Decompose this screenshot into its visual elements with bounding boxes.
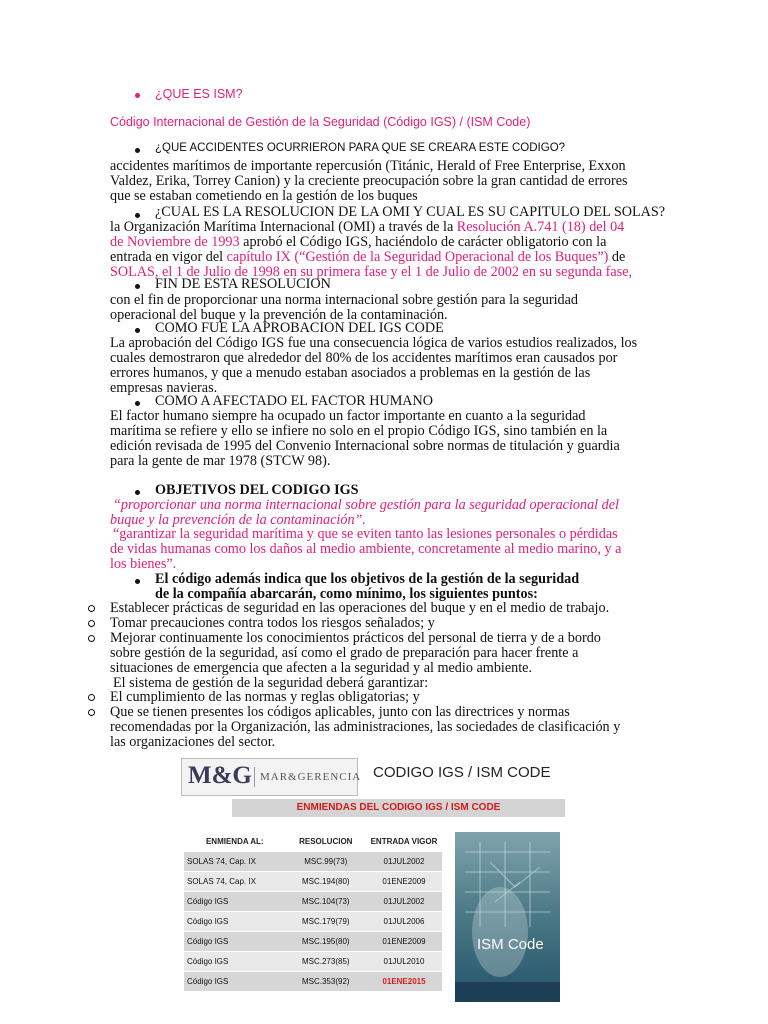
hollow-bullet-icon [88, 635, 95, 642]
cell-enmienda: Código IGS [184, 932, 286, 952]
table-row [184, 952, 442, 972]
question-factor-humano: COMO A AFECTADO EL FACTOR HUMANO [155, 393, 434, 409]
paragraph-line: empresas navieras. [110, 380, 218, 396]
cell-vigor: 01JUL2002 [366, 852, 442, 872]
list-item: El cumplimiento de las normas y reglas obligatorias; y [110, 689, 420, 705]
bullet-icon [135, 490, 140, 495]
table-row [184, 892, 442, 912]
list-item: Mejorar continuamente los conocimientos prácticos del personal de tierra y de a bordo [110, 630, 601, 646]
column-header: ENMIENDA AL: [184, 832, 286, 852]
enmiendas-banner [232, 799, 565, 817]
fecha-highlight: de Noviembre de 1993 [110, 234, 240, 250]
hollow-bullet-icon [88, 605, 95, 612]
column-header: RESOLUCION [286, 832, 366, 852]
column-header: ENTRADA VIGOR [366, 832, 442, 852]
cell-enmienda: Código IGS [184, 952, 286, 972]
table-row [184, 912, 442, 932]
text-span: aprobó el Código IGS, haciéndolo de carácter obligatorio con la [243, 234, 607, 250]
paragraph-line: cuales demostraron que alrededor del 80% de los accidentes marítimos eran causados por [110, 350, 618, 366]
cell-resolucion: MSC.195(80) [286, 932, 366, 952]
cell-enmienda: SOLAS 74, Cap. IX [184, 852, 286, 872]
table-row [184, 932, 442, 952]
paragraph-line: para la gente de mar 1978 (STCW 98). [110, 453, 331, 469]
bullet-icon [135, 284, 140, 289]
bullet-icon [135, 213, 140, 218]
bullet-icon [135, 148, 140, 153]
list-item: Establecer prácticas de seguridad en las operaciones del buque y en el medio de trabajo. [110, 600, 610, 616]
cell-vigor: 01JUL2002 [366, 892, 442, 912]
objetivo-quote-line: “garantizar la seguridad marítima y que se eviten tanto las lesiones personales o pérdidas [113, 526, 618, 542]
hollow-bullet-icon [88, 709, 95, 716]
list-item: Tomar precauciones contra todos los riesgos señalados; y [110, 615, 435, 631]
objetivos-intro-line: El código además indica que los objetivos de la gestión de la seguridad [155, 571, 580, 587]
sistema-gestion-line: El sistema de gestión de la seguridad deberá garantizar: [113, 675, 429, 691]
bullet-icon [135, 579, 140, 584]
bullet-icon [135, 93, 140, 98]
paragraph-line: marítima se refiere y ello se infiere no solo en el propio Código IGS, sino también en la [110, 423, 608, 439]
objetivo-quote-line: de vidas humanas como los daños al medio ambiente, concretamente al medio marino, y a [110, 541, 622, 557]
banner-title: ENMIENDAS DEL CODIGO IGS / ISM CODE [296, 802, 501, 813]
cell-vigor: 01JUL2006 [366, 912, 442, 932]
list-item-cont: las organizaciones del sector. [110, 734, 276, 750]
paragraph-line: Valdez, Erika, Torrey Canion) y la creciente preocupación sobre la gran cantidad de errores [110, 173, 628, 189]
cell-resolucion: MSC.99(73) [286, 852, 366, 872]
cell-enmienda: Código IGS [184, 892, 286, 912]
objetivo-quote-line: “proporcionar una norma internacional sobre gestión para la seguridad operacional del [113, 497, 620, 513]
paragraph-line: operacional del buque y la prevención de la contaminación. [110, 307, 448, 323]
bullet-icon [135, 401, 140, 406]
figure-header: CODIGO IGS / ISM CODE [373, 764, 551, 781]
table-row [184, 872, 442, 892]
mg-logo [181, 758, 362, 796]
enmiendas-table [184, 832, 442, 992]
question-accidentes: ¿QUE ACCIDENTES OCURRIERON PARA QUE SE CREARA ESTE CODIGO? [155, 142, 566, 154]
cell-vigor: 01ENE2009 [366, 932, 442, 952]
ism-definition: Código Internacional de Gestión de la Seguridad (Código IGS) / (ISM Code) [110, 115, 531, 129]
bullet-icon [135, 328, 140, 333]
solas-dates-highlight: SOLAS, el 1 de Julio de 1998 en su primera fase y el 1 de Julio de 2002 en su segunda fase, [110, 264, 633, 280]
cell-enmienda: Código IGS [184, 912, 286, 932]
ism-code-cover-image [455, 832, 560, 1002]
table-row [184, 972, 442, 992]
hollow-bullet-icon [88, 694, 95, 701]
objetivo-quote-line: los bienes”. [110, 556, 177, 572]
text-span: la Organización Marítima Internacional (OMI) a través de la [110, 219, 454, 235]
paragraph-line: errores humanos, y que a menudo estaban asociados a problemas en la gestión de las [110, 365, 591, 381]
paragraph-line: que se estaban cometiendo en la gestión de los buques [110, 188, 418, 204]
paragraph-line: accidentes marítimos de importante repercusión (Titánic, Herald of Free Enterprise, Exxon [110, 158, 626, 174]
cell-resolucion: MSC.194(80) [286, 872, 366, 892]
question-aprobacion: COMO FUE LA APROBACION DEL IGS CODE [155, 320, 444, 336]
cell-enmienda: SOLAS 74, Cap. IX [184, 872, 286, 892]
logo-mark: M&G [188, 762, 252, 789]
hollow-bullet-icon [88, 620, 95, 627]
list-item-cont: sobre gestión de la seguridad, así como el grado de preparación para hacer frente a [110, 645, 579, 661]
logo-divider [254, 767, 255, 787]
paragraph-line: La aprobación del Código IGS fue una consecuencia lógica de varios estudios realizados, los [110, 335, 638, 351]
paragraph-line: edición revisada de 1995 del Convenio Internacional sobre normas de titulación y guardia [110, 438, 620, 454]
question-que-es-ism: ¿QUE ES ISM? [155, 87, 243, 101]
cover-illustration [455, 832, 560, 1002]
objetivos-title: OBJETIVOS DEL CODIGO IGS [155, 482, 359, 498]
text-span: entrada en vigor del [110, 249, 224, 265]
resolucion-highlight: Resolución A.741 (18) del 04 [456, 219, 625, 235]
objetivo-quote-line: buque y la prevención de la contaminación”. [110, 512, 366, 528]
list-item: Que se tienen presentes los códigos aplicables, junto con las directrices y normas [110, 704, 570, 720]
cell-vigor: 01ENE2009 [366, 872, 442, 892]
paragraph-line: con el fin de proporcionar una norma internacional sobre gestión para la seguridad [110, 292, 579, 308]
paragraph-line: El factor humano siempre ha ocupado un factor importante en cuanto a la seguridad [110, 408, 586, 424]
list-item-cont: recomendadas por la Organización, las administraciones, las sociedades de clasificación y [110, 719, 621, 735]
logo-text: MAR&GERENCIA [260, 771, 362, 783]
cell-vigor: 01JUL2010 [366, 952, 442, 972]
text-span: de [611, 249, 626, 265]
cell-vigor-highlight: 01ENE2015 [366, 972, 442, 992]
cell-resolucion: MSC.273(85) [286, 952, 366, 972]
table-row [184, 852, 442, 872]
objetivos-intro-line: de la compañía abarcarán, como mínimo, los siguientes puntos: [155, 586, 538, 602]
cell-resolucion: MSC.179(79) [286, 912, 366, 932]
question-fin-resolucion: FIN DE ESTA RESOLUCION [155, 276, 331, 292]
cell-resolucion: MSC.353(92) [286, 972, 366, 992]
cover-title: ISM Code [477, 936, 544, 953]
list-item-cont: situaciones de emergencia que afecten a la seguridad y al medio ambiente. [110, 660, 533, 676]
cell-enmienda: Código IGS [184, 972, 286, 992]
capitulo-highlight: capítulo IX (“Gestión de la Seguridad Operacional de los Buques”) [226, 249, 609, 265]
cell-resolucion: MSC.104(73) [286, 892, 366, 912]
question-resolucion-omi: ¿CUAL ES LA RESOLUCION DE LA OMI Y CUAL ES SU CAPITULO DEL SOLAS? [155, 204, 666, 220]
